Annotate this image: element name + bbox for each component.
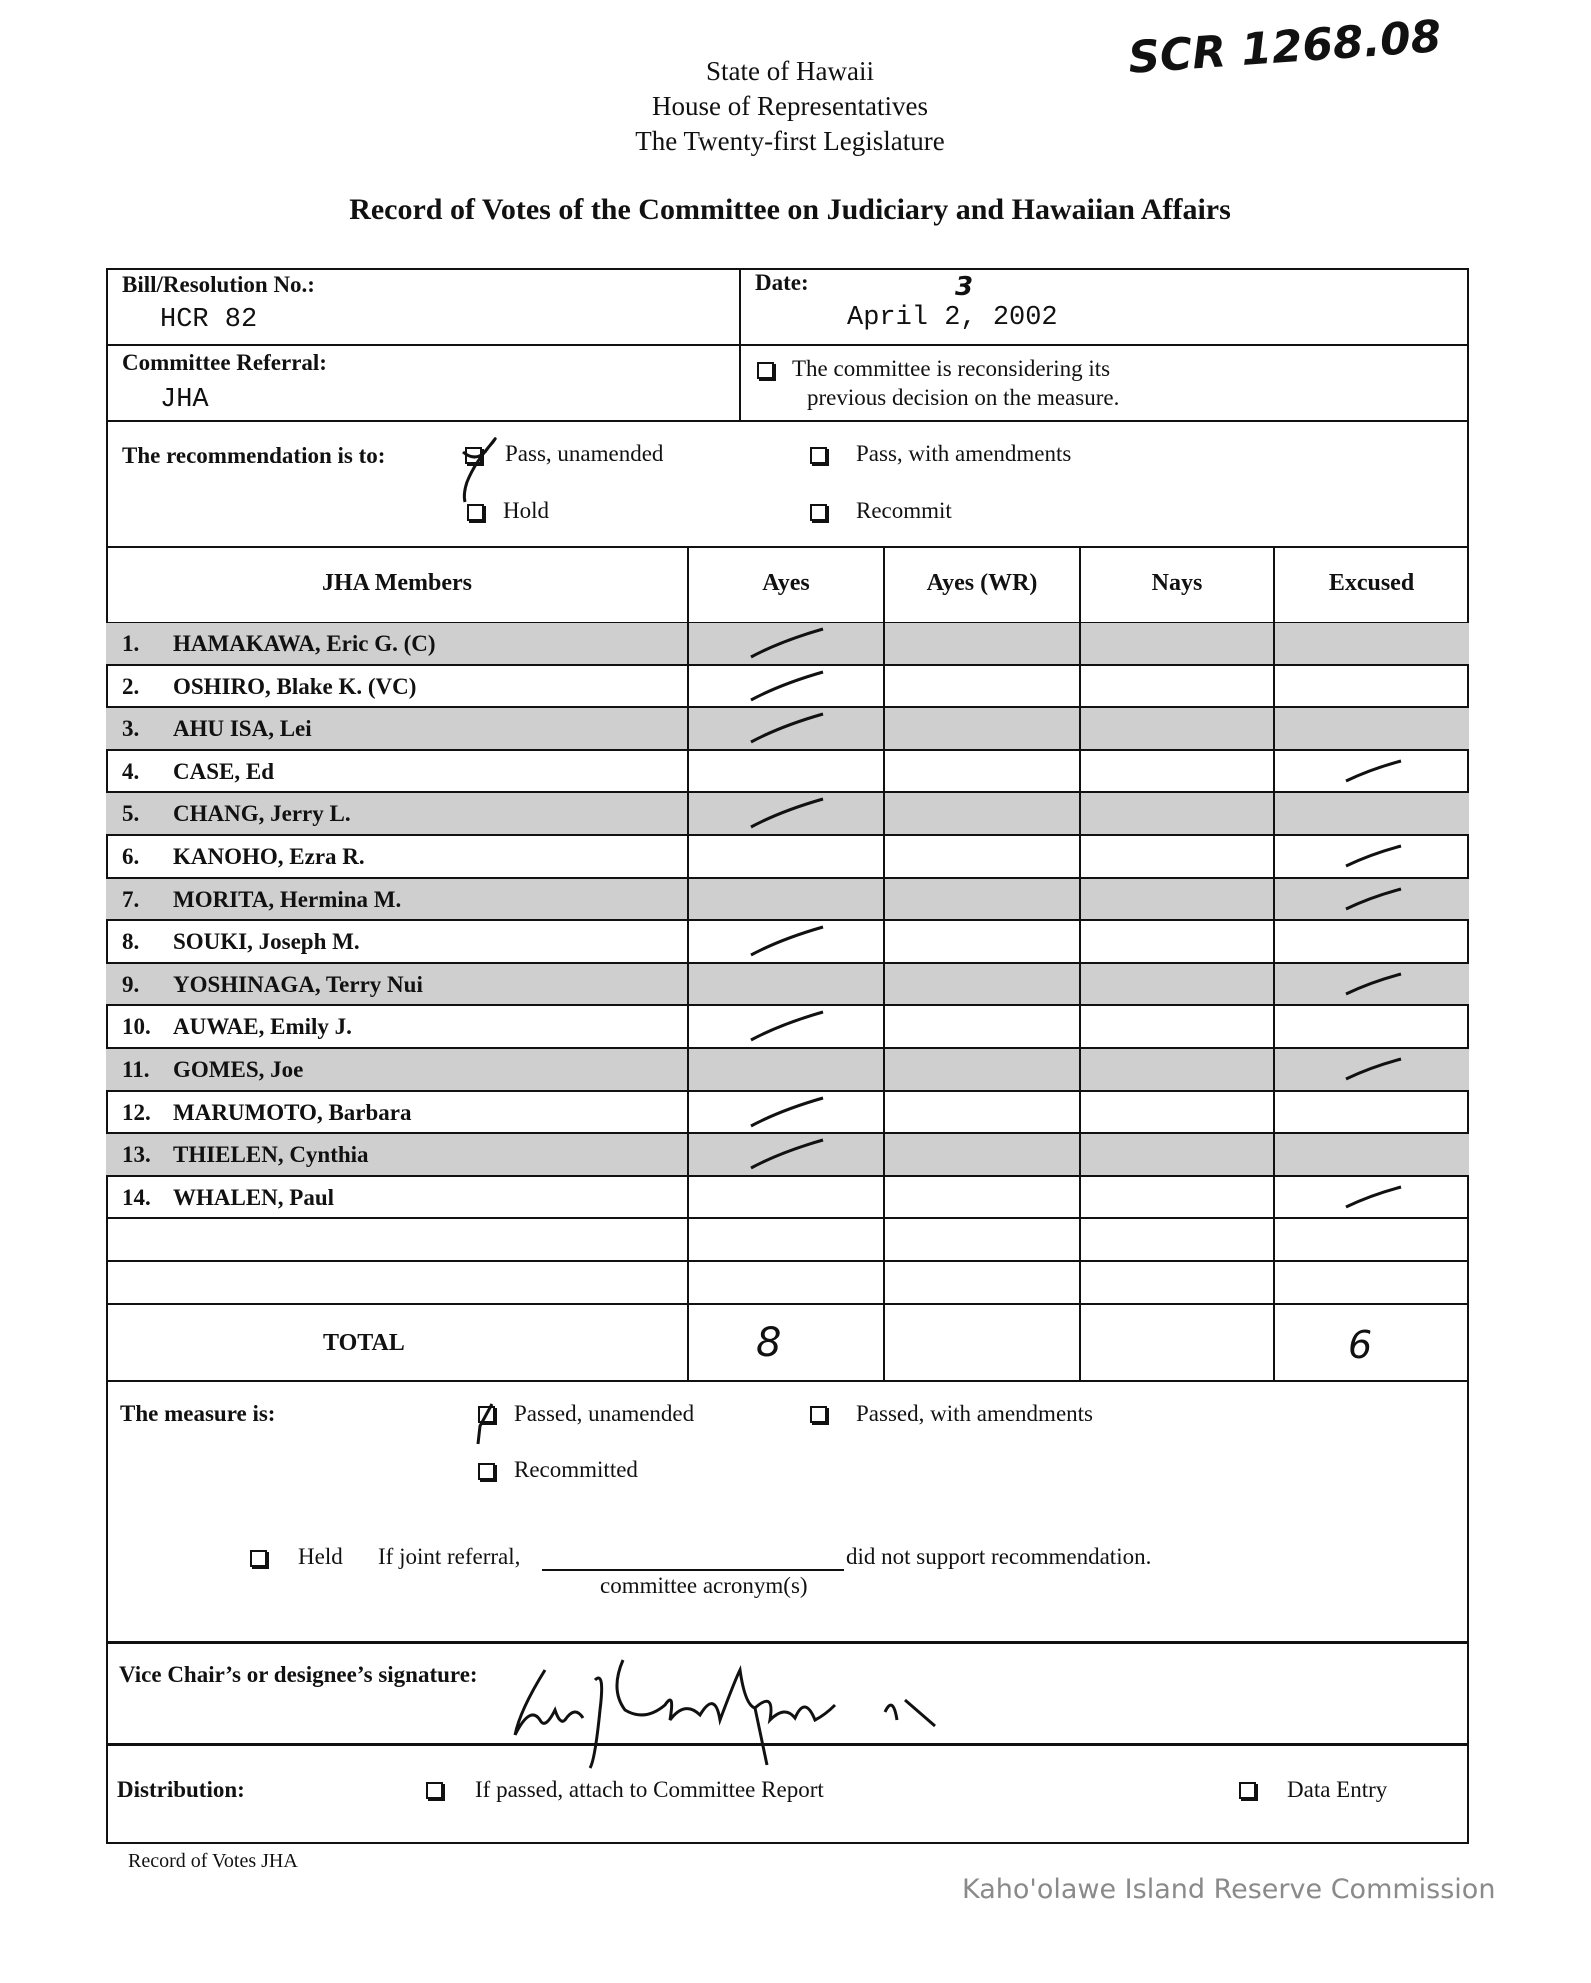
member-row — [106, 1177, 1469, 1220]
header-state: State of Hawaii — [706, 56, 874, 86]
member-row — [106, 1049, 1469, 1092]
member-name: WHALEN, Paul — [173, 1184, 335, 1210]
distribution-data-entry-checkbox[interactable] — [1239, 1782, 1256, 1799]
column-divider — [883, 547, 885, 1381]
recommend-pass-amended-checkbox[interactable] — [810, 447, 827, 464]
divider — [106, 344, 1469, 346]
signature-label: Vice Chair’s or designee’s signature: — [119, 1662, 478, 1687]
joint-referral-prefix: If joint referral, — [378, 1544, 521, 1569]
recommend-recommit-checkbox[interactable] — [810, 504, 827, 521]
date-value: April 2, 2002 — [847, 303, 1058, 333]
member-row — [106, 964, 1469, 1007]
member-number: 3. — [122, 716, 140, 742]
vote-mark-ayes — [741, 666, 831, 706]
member-row — [106, 666, 1469, 709]
vote-mark-ayes — [741, 921, 831, 961]
member-name: KANOHO, Ezra R. — [173, 844, 365, 869]
column-header-excused: Excused — [1328, 570, 1415, 596]
vote-mark-ayes — [741, 1092, 831, 1132]
member-row — [106, 921, 1469, 964]
joint-referral-caption: committee acronym(s) — [600, 1573, 808, 1598]
divider — [106, 1641, 1469, 1644]
header-house: House of Representatives — [652, 91, 928, 121]
total-ayes: 8 — [756, 1320, 782, 1366]
distribution-data-entry-label: Data Entry — [1287, 1777, 1388, 1802]
measure-passed-unamended-label: Passed, unamended — [514, 1401, 695, 1426]
member-row — [106, 708, 1469, 751]
member-number: 11. — [122, 1057, 150, 1082]
member-number: 5. — [122, 801, 140, 827]
measure-recommitted-label: Recommitted — [514, 1457, 638, 1482]
distribution-committee-report-label: If passed, attach to Committee Report — [475, 1777, 824, 1802]
distribution-label: Distribution: — [117, 1777, 245, 1802]
empty-row — [106, 1262, 1469, 1305]
date-correction: 3 — [955, 272, 974, 302]
empty-row — [106, 1219, 1469, 1262]
column-header-members: JHA Members — [322, 570, 472, 596]
joint-referral-suffix: did not support recommendation. — [846, 1544, 1152, 1569]
member-number: 9. — [122, 971, 140, 997]
column-divider — [1273, 547, 1275, 1381]
bill-label: Bill/Resolution No.: — [122, 272, 315, 297]
measure-label: The measure is: — [120, 1401, 276, 1426]
total-label: TOTAL — [323, 1330, 405, 1356]
measure-passed-amended-checkbox[interactable] — [810, 1406, 827, 1423]
member-number: 7. — [122, 886, 140, 912]
member-number: 8. — [122, 929, 140, 955]
column-divider — [687, 547, 689, 1381]
vote-mark-excused — [1326, 1049, 1416, 1089]
member-row — [106, 1092, 1469, 1135]
bill-number: HCR 82 — [160, 305, 258, 335]
column-header-nays: Nays — [1151, 570, 1203, 596]
recommend-pass-unamended-label: Pass, unamended — [505, 441, 664, 466]
form-footer: Record of Votes JHA — [128, 1850, 298, 1872]
reconsider-checkbox[interactable] — [757, 362, 774, 379]
check-mark-icon — [470, 1400, 500, 1450]
member-number: 10. — [122, 1014, 151, 1040]
member-row — [106, 623, 1469, 666]
vote-mark-excused — [1326, 1177, 1416, 1217]
vote-mark-ayes — [741, 1134, 831, 1174]
member-number: 14. — [122, 1184, 151, 1210]
member-number: 1. — [122, 631, 140, 656]
column-header-ayes-wr: Ayes (WR) — [926, 570, 1038, 596]
vote-mark-ayes — [741, 623, 831, 663]
member-name: THIELEN, Cynthia — [173, 1142, 369, 1168]
recommend-recommit-label: Recommit — [856, 498, 952, 523]
divider — [106, 420, 1469, 422]
divider — [106, 1380, 1469, 1382]
vote-mark-ayes — [741, 708, 831, 748]
reconsider-text-2: previous decision on the measure. — [807, 385, 1120, 410]
measure-held-label: Held — [298, 1544, 343, 1569]
member-name: YOSHINAGA, Terry Nui — [173, 971, 423, 997]
member-name: MORITA, Hermina M. — [173, 886, 402, 912]
member-name: OSHIRO, Blake K. (VC) — [173, 673, 417, 699]
handwritten-document-number: SCR 1268.08 — [1126, 11, 1443, 84]
member-number: 4. — [122, 758, 140, 784]
vote-mark-excused — [1326, 964, 1416, 1004]
member-number: 12. — [122, 1099, 151, 1125]
member-name: HAMAKAWA, Eric G. (C) — [173, 631, 436, 656]
vote-mark-excused — [1326, 836, 1416, 876]
divider — [106, 1743, 1469, 1746]
vote-mark-ayes — [741, 1006, 831, 1046]
member-name: CASE, Ed — [173, 758, 274, 784]
member-row — [106, 1006, 1469, 1049]
column-divider — [1079, 547, 1081, 1381]
member-name: CHANG, Jerry L. — [173, 801, 351, 827]
column-header-ayes: Ayes — [762, 570, 810, 596]
member-name: SOUKI, Joseph M. — [173, 929, 360, 955]
vote-mark-ayes — [741, 793, 831, 833]
member-row — [106, 1134, 1469, 1177]
member-name: GOMES, Joe — [173, 1057, 304, 1082]
page-title: Record of Votes of the Committee on Judiciary and Hawaiian Affairs — [349, 193, 1231, 226]
vote-mark-excused — [1326, 879, 1416, 919]
member-name: MARUMOTO, Barbara — [173, 1099, 412, 1125]
member-number: 13. — [122, 1142, 151, 1168]
member-number: 6. — [122, 844, 140, 869]
member-row — [106, 793, 1469, 836]
vote-mark-excused — [1326, 751, 1416, 791]
total-excused: 6 — [1348, 1323, 1373, 1367]
watermark: Kaho'olawe Island Reserve Commission — [962, 1874, 1496, 1905]
divider — [106, 546, 1469, 548]
recommend-hold-label: Hold — [503, 498, 549, 523]
reconsider-text-1: The committee is reconsidering its — [792, 356, 1111, 381]
member-row — [106, 836, 1469, 879]
measure-passed-amended-label: Passed, with amendments — [856, 1401, 1093, 1426]
measure-held-checkbox[interactable] — [250, 1550, 267, 1567]
recommend-pass-amended-label: Pass, with amendments — [856, 441, 1072, 466]
distribution-committee-report-checkbox[interactable] — [426, 1782, 443, 1799]
referral-value: JHA — [160, 385, 209, 415]
member-name: AUWAE, Emily J. — [173, 1014, 352, 1040]
measure-recommitted-checkbox[interactable] — [478, 1463, 495, 1480]
recommendation-label: The recommendation is to: — [122, 443, 386, 468]
member-row — [106, 751, 1469, 794]
joint-referral-acronym-field[interactable] — [542, 1569, 844, 1571]
divider — [739, 268, 741, 422]
member-name: AHU ISA, Lei — [173, 716, 312, 742]
member-number: 2. — [122, 673, 140, 699]
header-legislature: The Twenty-first Legislature — [635, 126, 945, 156]
date-label: Date: — [755, 270, 809, 295]
recommend-hold-checkbox[interactable] — [467, 504, 484, 521]
referral-label: Committee Referral: — [122, 350, 327, 375]
signature-image — [505, 1650, 995, 1770]
member-row — [106, 879, 1469, 922]
